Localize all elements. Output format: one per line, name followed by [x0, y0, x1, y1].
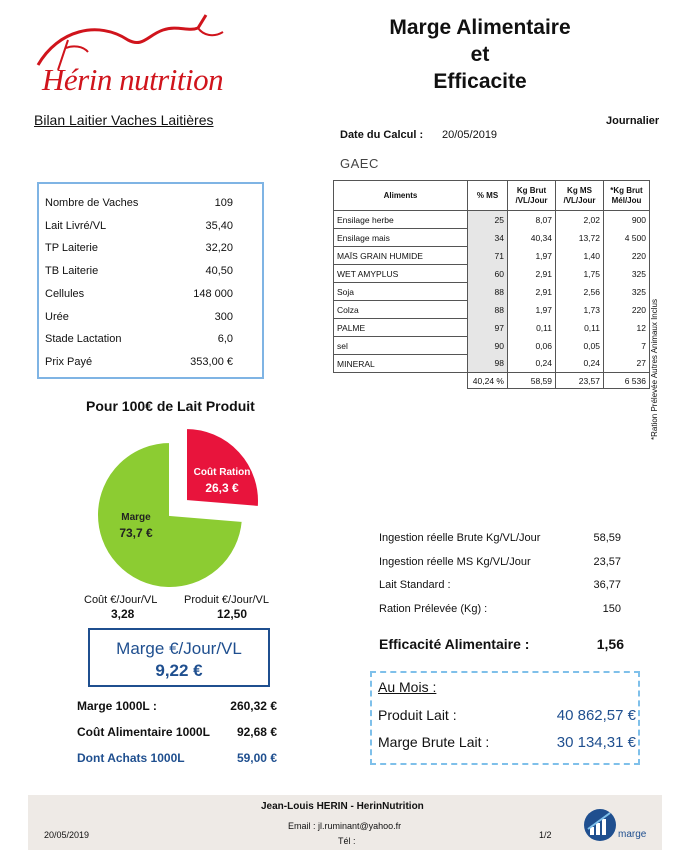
- feed-ms: 88: [468, 283, 508, 301]
- period-label: Journalier: [606, 115, 660, 127]
- feed-table-row: [334, 319, 650, 337]
- feed-table-row: [334, 247, 650, 265]
- monthly-produit-label: Produit Lait :: [378, 707, 457, 723]
- feed-kg-brut: 2,91: [508, 265, 556, 283]
- herd-value: 32,20: [205, 242, 233, 255]
- ingestion-value: 58,59: [593, 532, 621, 544]
- feed-kg-melange: 7: [604, 337, 650, 355]
- herd-value: 300: [214, 310, 233, 323]
- feed-kg-brut: 8,07: [508, 211, 556, 229]
- efficacite-row: [379, 636, 624, 652]
- herd-label: Stade Lactation: [45, 333, 122, 346]
- herd-label: Prix Payé: [45, 355, 93, 368]
- feed-kg-ms: 13,72: [556, 229, 604, 247]
- feed-table-row: [334, 301, 650, 319]
- date-value: 20/05/2019: [442, 129, 498, 141]
- feed-kg-ms: 2,02: [556, 211, 604, 229]
- feed-ms: 25: [468, 211, 508, 229]
- herd-label: Urée: [45, 310, 69, 323]
- feed-kg-melange: 220: [604, 247, 650, 265]
- col-aliments: Aliments: [334, 181, 468, 211]
- footer-page-number: 1/2: [539, 830, 552, 840]
- efficacite-label: Efficacité Alimentaire :: [379, 636, 530, 652]
- total-kg-ms: 23,57: [556, 373, 604, 389]
- per1000-row: [77, 725, 277, 739]
- herd-row: [45, 220, 255, 232]
- herd-label: Cellules: [45, 287, 85, 300]
- date-label: Date du Calcul :: [340, 129, 424, 141]
- monthly-heading: Au Mois :: [378, 679, 437, 695]
- feed-kg-melange: 220: [604, 301, 650, 319]
- per1000-value: 59,00 €: [236, 751, 277, 765]
- col-kg-ms: Kg MS /VL/Jour: [556, 181, 604, 211]
- feed-ms: 90: [468, 337, 508, 355]
- feed-name: Soja: [334, 283, 468, 301]
- total-brut: 58,59: [508, 373, 556, 389]
- feed-kg-ms: 0,05: [556, 337, 604, 355]
- herd-info-box: [37, 182, 264, 379]
- monthly-marge-row: [378, 734, 636, 751]
- per1000-label: Marge 1000L :: [77, 699, 157, 713]
- monthly-box: [370, 671, 640, 765]
- herd-row: [45, 265, 255, 277]
- monthly-produit-value: 40 862,57 €: [556, 707, 636, 724]
- feed-kg-melange: 4 500: [604, 229, 650, 247]
- im-marge-logo-text: marge: [618, 829, 647, 840]
- feed-name: WET AMYPLUS: [334, 265, 468, 283]
- herd-row: [45, 288, 255, 300]
- feed-kg-brut: 40,34: [508, 229, 556, 247]
- feed-ms: 60: [468, 265, 508, 283]
- feed-ms: 97: [468, 319, 508, 337]
- produit-jour-value: 12,50: [217, 607, 248, 621]
- feed-ms: 98: [468, 355, 508, 373]
- feed-kg-melange: 325: [604, 265, 650, 283]
- ingestion-row: [379, 579, 621, 591]
- herd-value: 353,00 €: [190, 355, 233, 368]
- pie-value-marge: 73,7 €: [119, 526, 153, 540]
- feed-kg-brut: 0,11: [508, 319, 556, 337]
- feed-table-row: [334, 355, 650, 373]
- feed-kg-brut: 0,24: [508, 355, 556, 373]
- herd-row: [45, 356, 255, 368]
- herd-value: 35,40: [205, 219, 233, 232]
- feed-name: sel: [334, 337, 468, 355]
- herd-row: [45, 197, 255, 209]
- per1000-label: Coût Alimentaire 1000L: [77, 725, 210, 739]
- per1000-value: 92,68 €: [236, 725, 277, 739]
- ingestion-value: 150: [602, 602, 621, 615]
- feed-table-header: [334, 181, 650, 211]
- monthly-produit-row: [378, 707, 636, 724]
- monthly-marge-label: Marge Brute Lait :: [378, 734, 490, 750]
- logo-wordmark: Hérin nutrition: [42, 62, 224, 97]
- feed-table-row: [334, 337, 650, 355]
- feed-kg-ms: 1,75: [556, 265, 604, 283]
- pie-title: Pour 100€ de Lait Produit: [86, 398, 255, 414]
- herd-label: TP Laiterie: [45, 242, 98, 255]
- marge-jour-box: [88, 628, 270, 687]
- herd-value: 109: [214, 197, 233, 209]
- marge-jour-value: 9,22 €: [155, 661, 203, 680]
- efficacite-value: 1,56: [596, 636, 624, 652]
- pie-chart: [96, 420, 266, 590]
- ingestion-label: Ingestion réelle MS Kg/VL/Jour: [379, 555, 531, 568]
- ingestion-value: 23,57: [593, 555, 621, 568]
- ingestion-label: Ration Prélevée (Kg) :: [379, 602, 488, 615]
- feed-name: Colza: [334, 301, 468, 319]
- footer-email: Email : jl.ruminant@yahoo.fr: [288, 821, 402, 831]
- page-title: Marge Alimentaire et Efficacite: [389, 16, 571, 93]
- feed-table: [333, 180, 650, 389]
- feed-kg-melange: 12: [604, 319, 650, 337]
- feed-name: Ensilage mais: [334, 229, 468, 247]
- per1000-label: Dont Achats 1000L: [77, 751, 185, 765]
- feed-name: MINERAL: [334, 355, 468, 373]
- report-subtitle: Bilan Laitier Vaches Laitières: [34, 112, 214, 128]
- feed-name: Ensilage herbe: [334, 211, 468, 229]
- marge-jour-label: Marge €/Jour/VL: [116, 639, 242, 658]
- herd-value: 148 000: [193, 287, 233, 300]
- feed-kg-melange: 900: [604, 211, 650, 229]
- feed-kg-ms: 2,56: [556, 283, 604, 301]
- per1000-row: [77, 699, 277, 713]
- herd-row: [45, 333, 255, 345]
- feed-kg-ms: 0,24: [556, 355, 604, 373]
- herd-label: TB Laiterie: [45, 265, 99, 278]
- herd-label: Lait Livré/VL: [45, 219, 107, 232]
- pie-label-marge: Marge: [121, 512, 151, 523]
- im-marge-logo: [578, 805, 658, 845]
- feed-kg-brut: 1,97: [508, 247, 556, 265]
- feed-table-totals: [334, 373, 650, 389]
- feed-kg-ms: 1,73: [556, 301, 604, 319]
- pie-label-cout: Coût Ration: [193, 467, 251, 478]
- feed-table-row: [334, 283, 650, 301]
- feed-ms: 88: [468, 301, 508, 319]
- footer-date: 20/05/2019: [44, 830, 90, 840]
- feed-ms: 34: [468, 229, 508, 247]
- ration-note: *Ration Prélevée Autres Animaux Inclus: [650, 299, 659, 440]
- per1000-row: [77, 751, 277, 765]
- col-kg-brut: Kg Brut /VL/Jour: [508, 181, 556, 211]
- feed-name: MAÏS GRAIN HUMIDE: [334, 247, 468, 265]
- feed-kg-brut: 1,97: [508, 301, 556, 319]
- footer-author: Jean-Louis HERIN - HerinNutrition: [261, 801, 424, 812]
- feed-table-row: [334, 211, 650, 229]
- feed-table-row: [334, 265, 650, 283]
- herd-row: [45, 311, 255, 323]
- ingestion-label: Ingestion réelle Brute Kg/VL/Jour: [379, 532, 541, 544]
- col-kg-melange: *Kg Brut Mél/Jou: [604, 181, 650, 211]
- produit-jour-label: Produit €/Jour/VL: [184, 594, 269, 606]
- ingestion-row: [379, 532, 621, 544]
- per1000-value: 260,32 €: [230, 699, 277, 713]
- ingestion-label: Lait Standard :: [379, 579, 451, 591]
- herd-row: [45, 242, 255, 254]
- cout-jour-value: 3,28: [111, 607, 135, 621]
- ingestion-row: [379, 603, 621, 615]
- total-melange: 6 536: [604, 373, 650, 389]
- herd-value: 6,0: [217, 333, 233, 346]
- farm-name: GAEC: [340, 156, 379, 171]
- cout-jour-label: Coût €/Jour/VL: [84, 594, 158, 606]
- herd-value: 40,50: [205, 265, 233, 278]
- monthly-marge-value: 30 134,31 €: [556, 734, 636, 751]
- feed-kg-melange: 325: [604, 283, 650, 301]
- feed-table-row: [334, 229, 650, 247]
- feed-kg-brut: 2,91: [508, 283, 556, 301]
- col-ms: % MS: [468, 181, 508, 211]
- feed-kg-ms: 1,40: [556, 247, 604, 265]
- feed-kg-melange: 27: [604, 355, 650, 373]
- total-ms: 40,24 %: [468, 373, 508, 389]
- pie-value-cout: 26,3 €: [205, 481, 239, 495]
- feed-ms: 71: [468, 247, 508, 265]
- feed-kg-ms: 0,11: [556, 319, 604, 337]
- feed-name: PALME: [334, 319, 468, 337]
- feed-kg-brut: 0,06: [508, 337, 556, 355]
- footer-tel: Tél :: [338, 836, 356, 846]
- ingestion-value: 36,77: [593, 579, 621, 591]
- ingestion-row: [379, 556, 621, 568]
- herd-label: Nombre de Vaches: [45, 197, 139, 209]
